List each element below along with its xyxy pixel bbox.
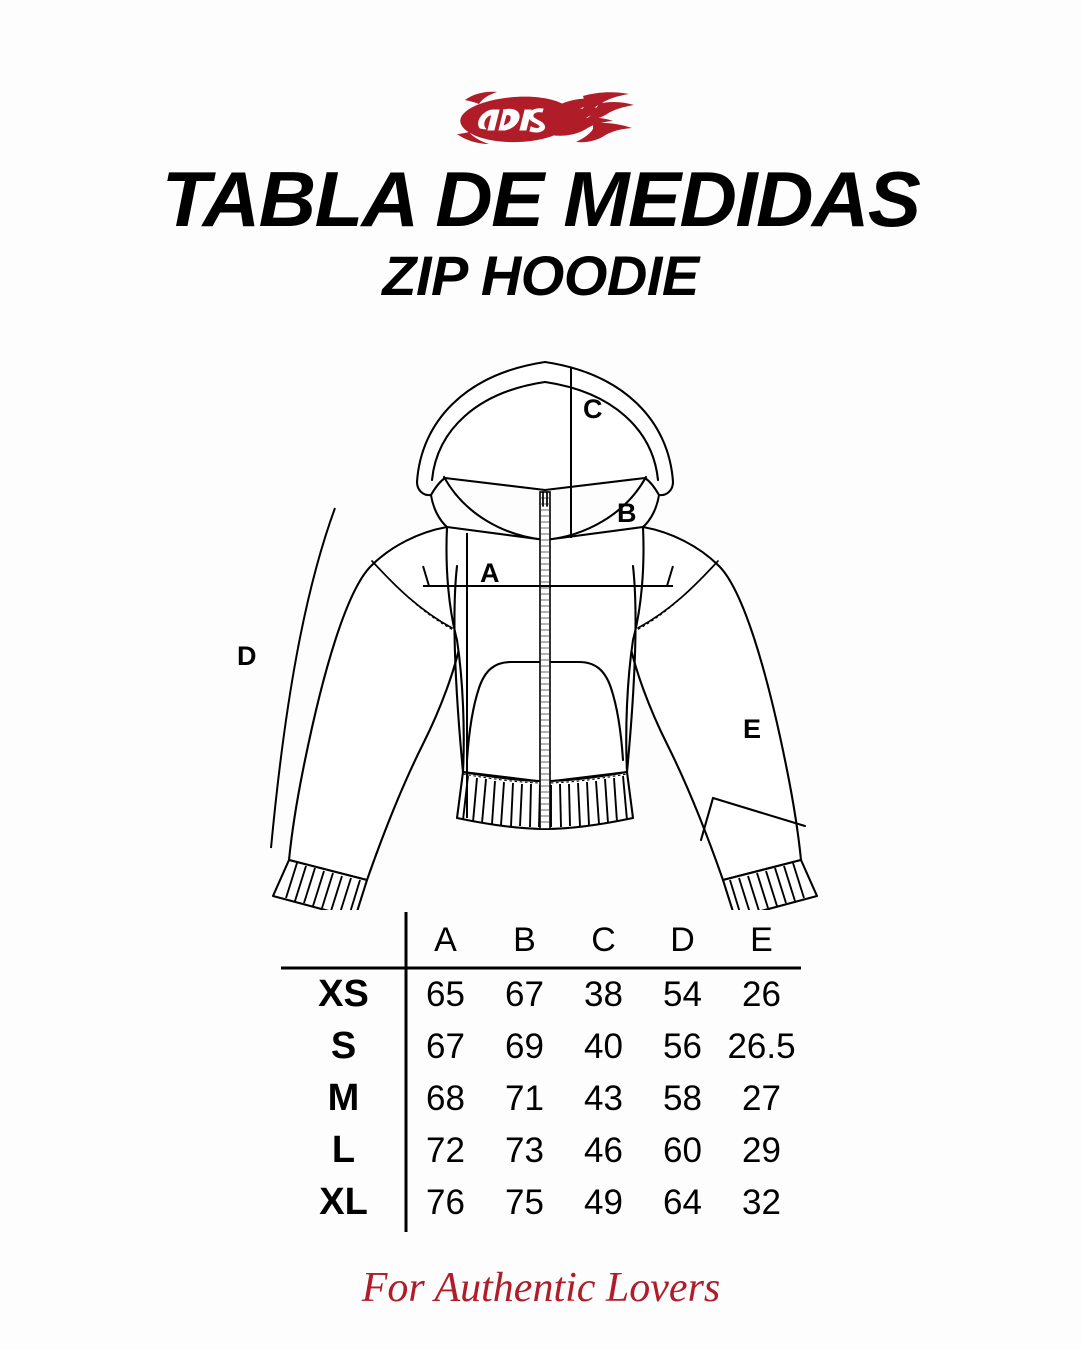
column-header-b: B xyxy=(513,921,536,959)
cell-m-d: 58 xyxy=(663,1078,702,1118)
cell-s-e: 26.5 xyxy=(727,1026,796,1066)
table-row xyxy=(281,1124,801,1176)
size-label-l: L xyxy=(331,1129,356,1171)
size-label-xl: XL xyxy=(319,1181,368,1223)
cell-xl-d: 64 xyxy=(663,1182,702,1222)
table-row xyxy=(281,1072,801,1124)
cell-xs-a: 65 xyxy=(426,974,465,1014)
cell-m-e: 27 xyxy=(742,1078,781,1118)
cell-xl-b: 75 xyxy=(505,1182,544,1222)
cell-xs-c: 38 xyxy=(584,974,623,1014)
footer-tagline-script xyxy=(341,1257,741,1321)
measurements-table xyxy=(281,912,801,1228)
table-row xyxy=(281,1020,801,1072)
table-row xyxy=(281,1176,801,1228)
table-row xyxy=(281,968,801,1020)
cell-l-c: 46 xyxy=(584,1130,623,1170)
size-chart-table xyxy=(281,912,801,1232)
cell-m-a: 68 xyxy=(426,1078,465,1118)
right-sleeve-group xyxy=(629,527,817,910)
measurement-label-e: E xyxy=(743,714,762,744)
size-label-m: M xyxy=(327,1077,360,1119)
center-front-zipper xyxy=(540,492,550,829)
cell-m-b: 71 xyxy=(505,1078,544,1118)
table-corner-cell xyxy=(281,912,406,968)
brand-logo xyxy=(0,88,1081,152)
cell-l-a: 72 xyxy=(426,1130,465,1170)
zip-hoodie-technical-flat-icon xyxy=(185,340,905,910)
column-header-a: A xyxy=(434,921,457,959)
cell-l-b: 73 xyxy=(505,1130,544,1170)
column-header-c: C xyxy=(591,921,616,959)
cell-s-a: 67 xyxy=(426,1026,465,1066)
column-header-d: D xyxy=(670,921,695,959)
cell-l-e: 29 xyxy=(742,1130,781,1170)
size-label-s: S xyxy=(330,1025,357,1067)
footer-tagline-text: For Authentic Lovers xyxy=(361,1265,720,1311)
cell-s-c: 40 xyxy=(584,1026,623,1066)
cell-xl-e: 32 xyxy=(742,1182,781,1222)
page-title: TABLA DE MEDIDAS xyxy=(161,155,920,243)
kids-flame-logo-icon xyxy=(443,90,639,150)
column-header-e: E xyxy=(750,921,773,959)
footer-tagline xyxy=(0,1254,1081,1324)
measurement-label-a: A xyxy=(480,558,500,588)
cell-xl-a: 76 xyxy=(426,1182,465,1222)
cell-xs-e: 26 xyxy=(742,974,781,1014)
table-header-row xyxy=(281,912,801,968)
measurement-label-b: B xyxy=(617,498,637,528)
measurement-label-d: D xyxy=(237,641,257,671)
cell-xl-c: 49 xyxy=(584,1182,623,1222)
cell-m-c: 43 xyxy=(584,1078,623,1118)
cell-xs-d: 54 xyxy=(663,974,702,1014)
size-label-xs: XS xyxy=(318,973,369,1015)
page-subtitle: ZIP HOODIE xyxy=(382,244,699,307)
zip-hoodie-illustration xyxy=(185,340,905,910)
cell-xs-b: 67 xyxy=(505,974,544,1014)
cell-s-b: 69 xyxy=(505,1026,544,1066)
measurement-label-c: C xyxy=(583,394,603,424)
cell-s-d: 56 xyxy=(663,1026,702,1066)
cell-l-d: 60 xyxy=(663,1130,702,1170)
left-sleeve-group xyxy=(273,527,461,910)
